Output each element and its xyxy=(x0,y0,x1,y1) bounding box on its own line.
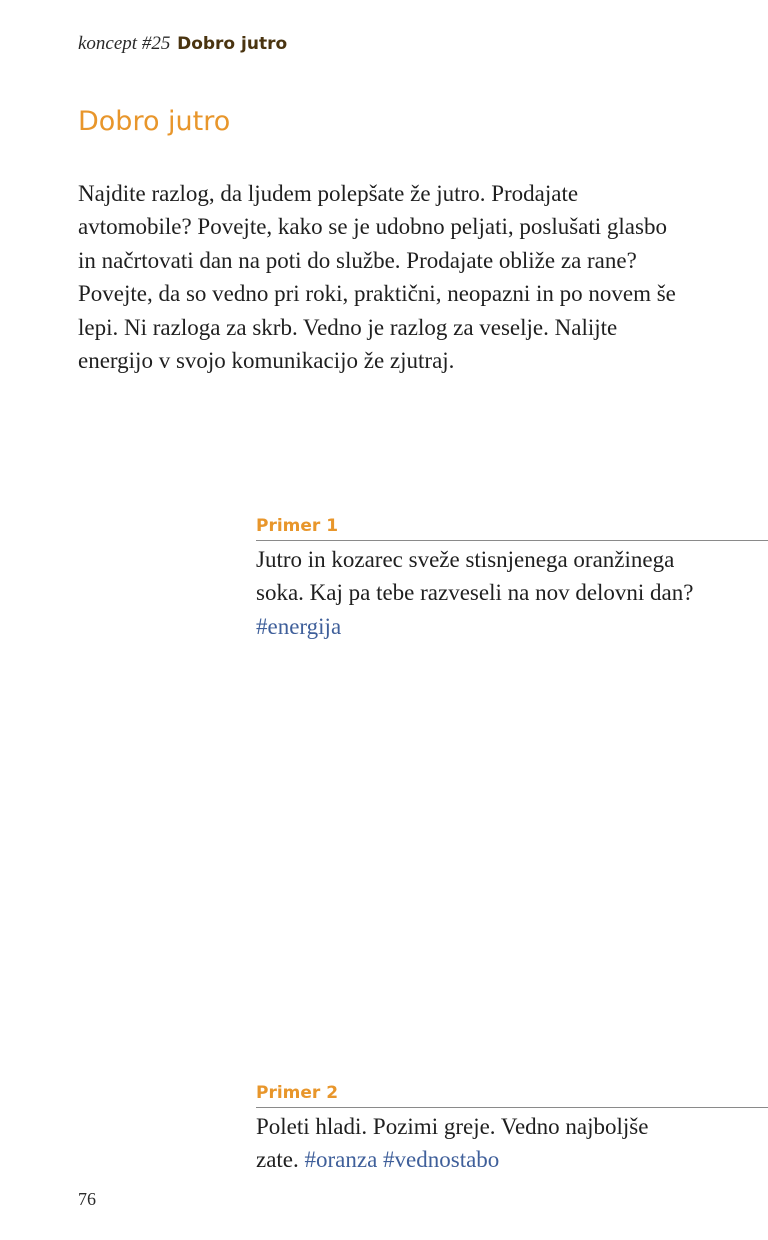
example-1-label: Primer 1 xyxy=(256,514,768,541)
example-2-label: Primer 2 xyxy=(256,1081,768,1108)
concept-title: Dobro jutro xyxy=(177,34,288,54)
example-1 xyxy=(256,514,768,643)
example-1-text xyxy=(256,543,696,643)
example-1-body: Jutro in kozarec sveže stisnjenega oranžinega soka. Kaj pa tebe razveseli na nov delovni dan? xyxy=(256,547,694,606)
example-2 xyxy=(256,1081,768,1177)
running-header xyxy=(78,32,287,56)
page-title: Dobro jutro xyxy=(78,106,231,137)
example-2-text xyxy=(256,1110,696,1177)
body-paragraph: Najdite razlog, da ljudem polepšate že jutro. Prodajate avtomobile? Povejte, kako se je udobno peljati, poslušati glasbo in načrtovati dan na poti do službe. Prodajate obliže za rane? Povejte, da so vedno pri roki, praktični, neopazni in po novem še lepi. Ni razloga za skrb. Vedno je razlog za veselje. Nalijte energijo v svojo komunikacijo že zjutraj. xyxy=(78,181,676,374)
example-2-body: Poleti hladi. Pozimi greje. Vedno najboljše zate. xyxy=(256,1114,649,1173)
page-number: 76 xyxy=(78,1189,96,1209)
example-1-hashtags[interactable]: #energija xyxy=(256,613,342,639)
example-2-hashtags[interactable]: #oranza #vednostabo xyxy=(304,1147,500,1173)
concept-label: koncept #25 xyxy=(78,33,171,54)
